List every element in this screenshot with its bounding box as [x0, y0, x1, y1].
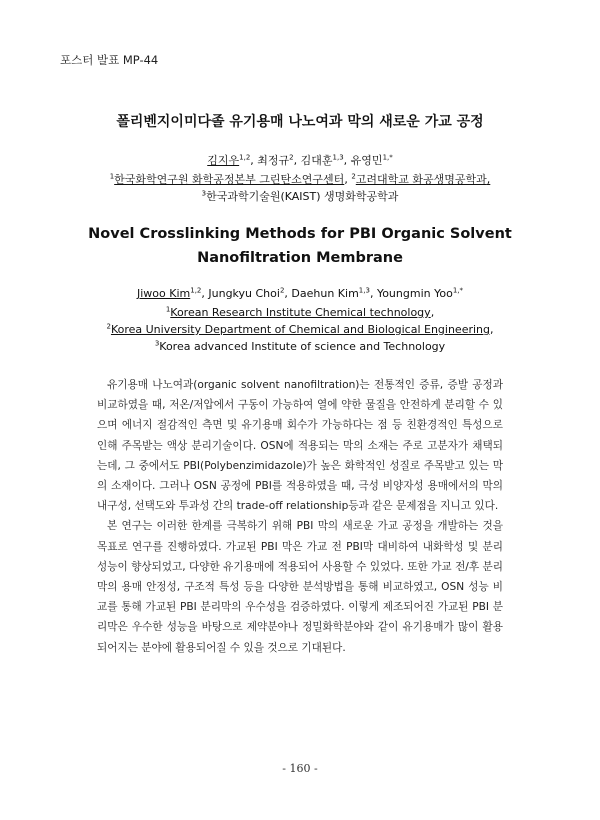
author-sep: ,: [250, 154, 258, 167]
english-title: [0, 222, 600, 270]
author-sup: 1,2: [239, 153, 251, 162]
korean-affiliation-2: 고려대학교 화공생명공학과: [355, 173, 487, 186]
english-affiliation-line1: [0, 306, 600, 319]
aff-sup: 3: [201, 189, 207, 198]
aff-end: ,: [430, 306, 435, 319]
aff-sep: ,: [344, 173, 352, 186]
korean-affiliations-line1: [0, 171, 600, 187]
english-affiliation-line2: [0, 323, 600, 336]
english-affiliation-line3: [0, 340, 600, 353]
english-affiliation-1: Korean Research Institute Chemical technology: [170, 306, 431, 319]
author-name: 유영민: [350, 154, 383, 167]
korean-affiliation-1: 한국화학연구원 화학공정본부 그린탄소연구센터: [114, 173, 345, 186]
author-sup: 2: [279, 286, 285, 295]
author-sep: ,: [293, 154, 301, 167]
author-name: 김대훈: [300, 154, 333, 167]
author-name: Jiwoo Kim: [136, 287, 191, 300]
english-title-line1: Novel Crosslinking Methods for PBI Organic Solvent: [88, 226, 512, 242]
aff-sup: 1: [109, 172, 115, 181]
aff-sup: 3: [154, 339, 160, 348]
korean-affiliations-line2: [0, 188, 600, 204]
english-title-line2: Nanofiltration Membrane: [197, 250, 403, 266]
english-authors: [0, 287, 600, 300]
author-name: 김지우: [207, 154, 240, 167]
author-name: Daehun Kim: [291, 287, 359, 300]
author-name: Jungkyu Choi: [208, 287, 280, 300]
korean-title: 폴리벤지이미다졸 유기용매 나노여과 막의 새로운 가교 공정: [116, 114, 484, 130]
author-name: Youngmin Yoo: [376, 287, 453, 300]
aff-end: ,: [486, 173, 491, 186]
english-affiliation-3: Korea advanced Institute of science and Technology: [159, 340, 446, 353]
aff-sup: 1: [165, 305, 171, 314]
page-number: - 160 -: [282, 762, 318, 775]
abstract-body: [97, 375, 503, 658]
author-sup: 1,3: [332, 153, 344, 162]
author-sep: ,: [369, 287, 377, 300]
aff-end: ,: [490, 323, 494, 336]
aff-sup: 2: [106, 322, 111, 331]
author-sep: ,: [201, 287, 209, 300]
abstract-paragraph-1: 유기용매 나노여과(organic solvent nanofiltration)는 전통적인 증류, 증발 공정과 비교하였을 때, 저온/저압에서 구동이 가능하여 열에 약한 물질을 안전하게 분리할 수 있으며 에너지 절감적인 측면 및 유기용매 회수가 가능하다는 점 등 친환경적인 특성으로 인해 주목받는 액상 분리기술이다. OSN에 적용되는 막의 소재는 주로 고분자가 채택되는데, 그 중에서도 PBI(Polybenzimidazole)가 높은 화학적인 성질로 주목받고 있는 막의 소재이다. 그러나 OSN 공정에 PBI를 적용하였을 때, 극성 비양자성 용매에서의 막의 내구성, 선택도와 투과성 간의 trade-off relationship등과 같은 문제점을 지니고 있다.: [97, 379, 503, 513]
author-sup: 2: [289, 153, 294, 162]
author-sup: 1,3: [358, 286, 370, 295]
author-sep: ,: [284, 287, 292, 300]
author-name: 최정규: [257, 154, 290, 167]
author-sup: 1,*: [382, 153, 393, 162]
korean-affiliation-3: 한국과학기술원(KAIST) 생명화학공학과: [206, 190, 399, 203]
session-label: 포스터 발표 MP-44: [60, 53, 159, 67]
aff-sup: 2: [351, 172, 356, 181]
korean-authors: [0, 152, 600, 168]
english-affiliation-2: Korea University Department of Chemical and Biological Engineering: [110, 323, 491, 336]
author-sup: 1,*: [452, 286, 463, 295]
abstract-paragraph-2: 본 연구는 이러한 한계를 극복하기 위해 PBI 막의 새로운 가교 공정을 개발하는 것을 목표로 연구를 진행하였다. 가교된 PBI 막은 가교 전 PBI막 대비하여 내화학성 및 분리 성능이 향상되었고, 다양한 유기용매에 적용되어 사용할 수 있었다. 또한 가교 전/후 분리막의 용매 안정성, 구조적 특성 등을 다양한 분석방법을 통해 비교하였고, OSN 성능 비교를 통해 가교된 PBI 분리막의 우수성을 검증하였다. 이렇게 제조되어진 가교된 PBI 분리막은 우수한 성능을 바탕으로 제약분야나 정밀화학분야와 같이 유기용매가 많이 활용되어지는 분야에 활용되어질 수 있을 것으로 기대된다.: [97, 520, 503, 654]
author-sep: ,: [343, 154, 351, 167]
author-sup: 1,2: [190, 286, 202, 295]
